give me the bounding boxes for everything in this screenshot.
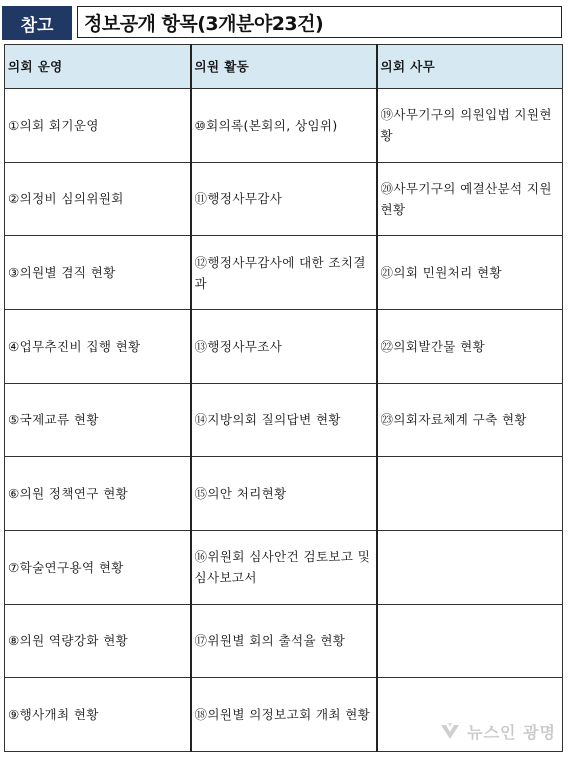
table-cell: ⑱의원별 의정보고회 개최 현황	[191, 678, 377, 752]
watermark-logo-icon	[439, 721, 461, 743]
table-cell: ⑲사무기구의 의원입법 지원현황	[377, 88, 563, 162]
table-row	[5, 383, 563, 457]
table-header-row	[5, 45, 563, 89]
column-header-council-operation: 의회 운영	[5, 45, 191, 89]
table-cell: ⑤국제교류 현황	[5, 383, 191, 457]
table-row	[5, 530, 563, 604]
table-row	[5, 457, 563, 531]
table-cell: ③의원별 겸직 현황	[5, 236, 191, 310]
table-cell: ⑬행정사무조사	[191, 309, 377, 383]
table-row	[5, 236, 563, 310]
table-cell: ⑮의안 처리현황	[191, 457, 377, 531]
disclosure-table	[4, 44, 563, 752]
table-cell-empty	[377, 457, 563, 531]
table-cell: ②의정비 심의위원회	[5, 162, 191, 236]
table-row	[5, 88, 563, 162]
table-row	[5, 162, 563, 236]
table-cell: ④업무추진비 집행 현황	[5, 309, 191, 383]
table-cell: ㉓의회자료체계 구축 현황	[377, 383, 563, 457]
page-title: 정보공개 항목(3개분야23건)	[77, 6, 562, 38]
table-row	[5, 604, 563, 678]
table-cell: ⑯위원회 심사안건 검토보고 및 심사보고서	[191, 530, 377, 604]
table-cell-empty	[377, 604, 563, 678]
reference-badge: 참고	[2, 6, 72, 40]
table-cell: ⑨행사개최 현황	[5, 678, 191, 752]
table-cell: ⑭지방의회 질의답변 현황	[191, 383, 377, 457]
table-cell: ⑰위원별 회의 출석율 현황	[191, 604, 377, 678]
table-cell: ⑦학술연구용역 현황	[5, 530, 191, 604]
watermark	[439, 720, 556, 743]
table-cell: ①의회 회기운영	[5, 88, 191, 162]
table-cell: ⑳사무기구의 예결산분석 지원현황	[377, 162, 563, 236]
column-header-member-activity: 의원 활동	[191, 45, 377, 89]
table-cell: ⑧의원 역량강화 현황	[5, 604, 191, 678]
table-cell: ㉒의회발간물 현황	[377, 309, 563, 383]
column-header-council-affairs: 의회 사무	[377, 45, 563, 89]
table-cell: ㉑의회 민원처리 현황	[377, 236, 563, 310]
watermark-text: 뉴스인 광명	[467, 723, 556, 742]
table-cell: ⑩회의록(본회의, 상임위)	[191, 88, 377, 162]
table-row	[5, 309, 563, 383]
table-cell: ⑥의원 정책연구 현황	[5, 457, 191, 531]
table-cell: ⑫행정사무감사에 대한 조치결과	[191, 236, 377, 310]
table-cell-empty	[377, 530, 563, 604]
table-cell: ⑪행정사무감사	[191, 162, 377, 236]
title-row	[2, 6, 562, 40]
